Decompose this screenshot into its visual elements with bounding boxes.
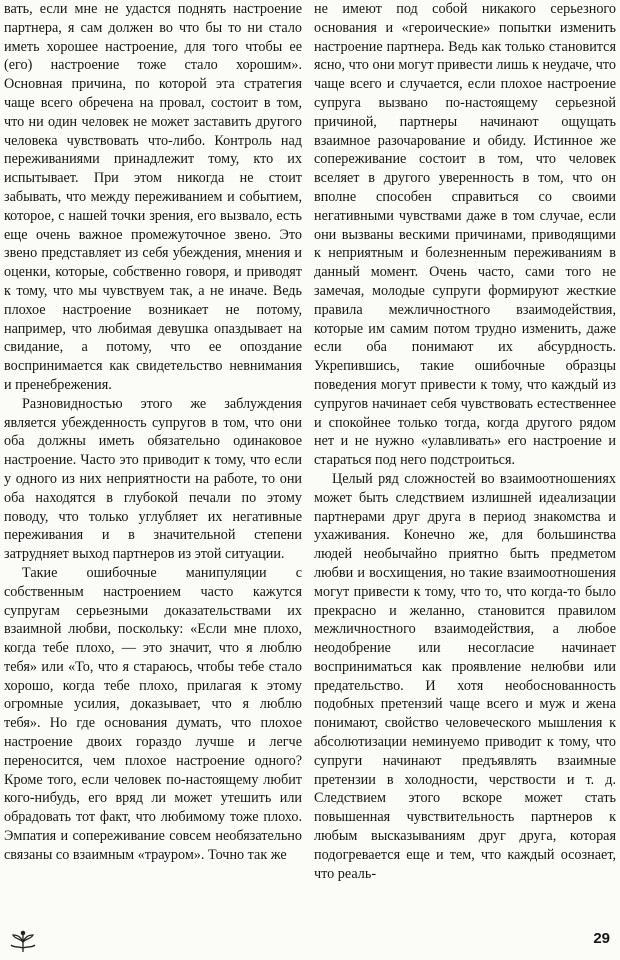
page-number: 29 <box>593 930 610 947</box>
right-text-column <box>314 0 616 883</box>
paragraph: Такие ошибочные манипуляции с собственным настроением часто кажутся супругам серьезными доказательствами их взаимной любви, поскольку: «Если мне плохо, когда тебе плохо, — это значит, что я люблю тебя» или «То, что я стараюсь, чтобы тебе стало хорошо, когда тебе плохо, прилагая к этому огромные усилия, доказывает, что я люблю тебя». Но где основания думать, что плохое настроение двоих гораздо лучше и легче переносится, чем плохое настроение одного? Кроме того, если человек по-настоящему любит кого-нибудь, его вряд ли может утешить или обрадовать тот факт, что любимому тоже плохо. Эмпатия и сопереживание совсем необязательно связаны со взаимным «трауром». Точно так же <box>4 564 302 863</box>
paragraph: Целый ряд сложностей во взаимоотношениях может быть следствием излишней идеализации партнерами друг друга в период знакомства и ухаживания. Конечно же, для большинства людей необычайно приятно быть предметом любви и восхищения, но такие взаимоотношения могут привести к тому, что то, что когда-то было прекрасно и желанно, становится правилом межличностного взаимодействия, а любое неодобрение или несогласие начинает восприниматься как проявление нелюбви или предательство. И хотя необоснованность подобных претензий чаще всего и муж и жена понимают, свойство человеческого мышления к абсолютизации неминуемо приводит к тому, что супруги начинают предъявлять взаимные претензии в холодности, черствости и т. д. Следствием этого вскоре может стать повышенная чувствительность партнеров к любым высказываниям друг друга, которая подогревается еще и тем, что каждый осознает, что реаль- <box>314 470 616 882</box>
paragraph: Разновидностью этого же заблуждения является убежденность супругов в том, что они оба должны иметь обязательно одинаковое настроение. Часто это приводит к тому, что если у одного из них неприятности на работе, то они оба находятся в глубокой печали по этому поводу, что только углубляет их негативные переживания и в значительной степени затрудняет выход партнеров из этой ситуации. <box>4 395 302 563</box>
paragraph: вать, если мне не удастся поднять настроение партнера, я сам должен во что бы то ни стало иметь хорошее настроение, для того чтобы ее (его) настроение тоже стало хорошим». Основная причина, по которой эта стратегия чаще всего обречена на провал, состоит в том, что ни один человек не может заставить другого человека чувствовать что-либо. Контроль над переживаниями принадлежит тому, кто их испытывает. При этом никогда не стоит забывать, что между переживанием и событием, которое, с нашей точки зрения, его вызвало, есть еще очень важное промежуточное звено. Это звено представляет из себя убеждения, мнения и оценки, которые, собственно говоря, и приводят к тому, что мы чувствуем так, а не иначе. Ведь плохое настроение возникает не потому, например, что любимая девушка опаздывает на свидание, а потому, что ее опоздание воспринимается как свидетельство невнимания и пренебрежения. <box>4 1 302 393</box>
floral-ornament-icon <box>8 930 38 954</box>
paragraph: не имеют под собой никакого серьезного основания и «героические» попытки изменить настроение партнера. Ведь как только становится ясно, что они могут привести лишь к неудаче, что чаще всего и случается, если плохое настроение супруга вызвано по-настоящему серьезной причиной, партнеры начинают ощущать взаимное разочарование и обиду. Истинное же сопереживание состоит в том, что человек вселяет в другого уверенность в том, что он вполне способен справиться со своими негативными чувствами даже в том случае, если они вызваны вескими причинами, приводящими к неприятным и болезненным переживаниям в данный момент. Очень часто, сами того не замечая, молодые супруги формируют жесткие правила межличностного взаимодействия, которые им самим потом трудно изменить, даже если оба понимают их абсурдность. Укрепившись, такие ошибочные образцы поведения могут привести к тому, что каждый из супругов начинает себя чувствовать естественнее и спокойнее только тогда, когда другого рядом нет и не нужно «улавливать» его настроение и стараться под него подстроиться. <box>314 1 616 469</box>
left-text-column <box>4 0 302 865</box>
